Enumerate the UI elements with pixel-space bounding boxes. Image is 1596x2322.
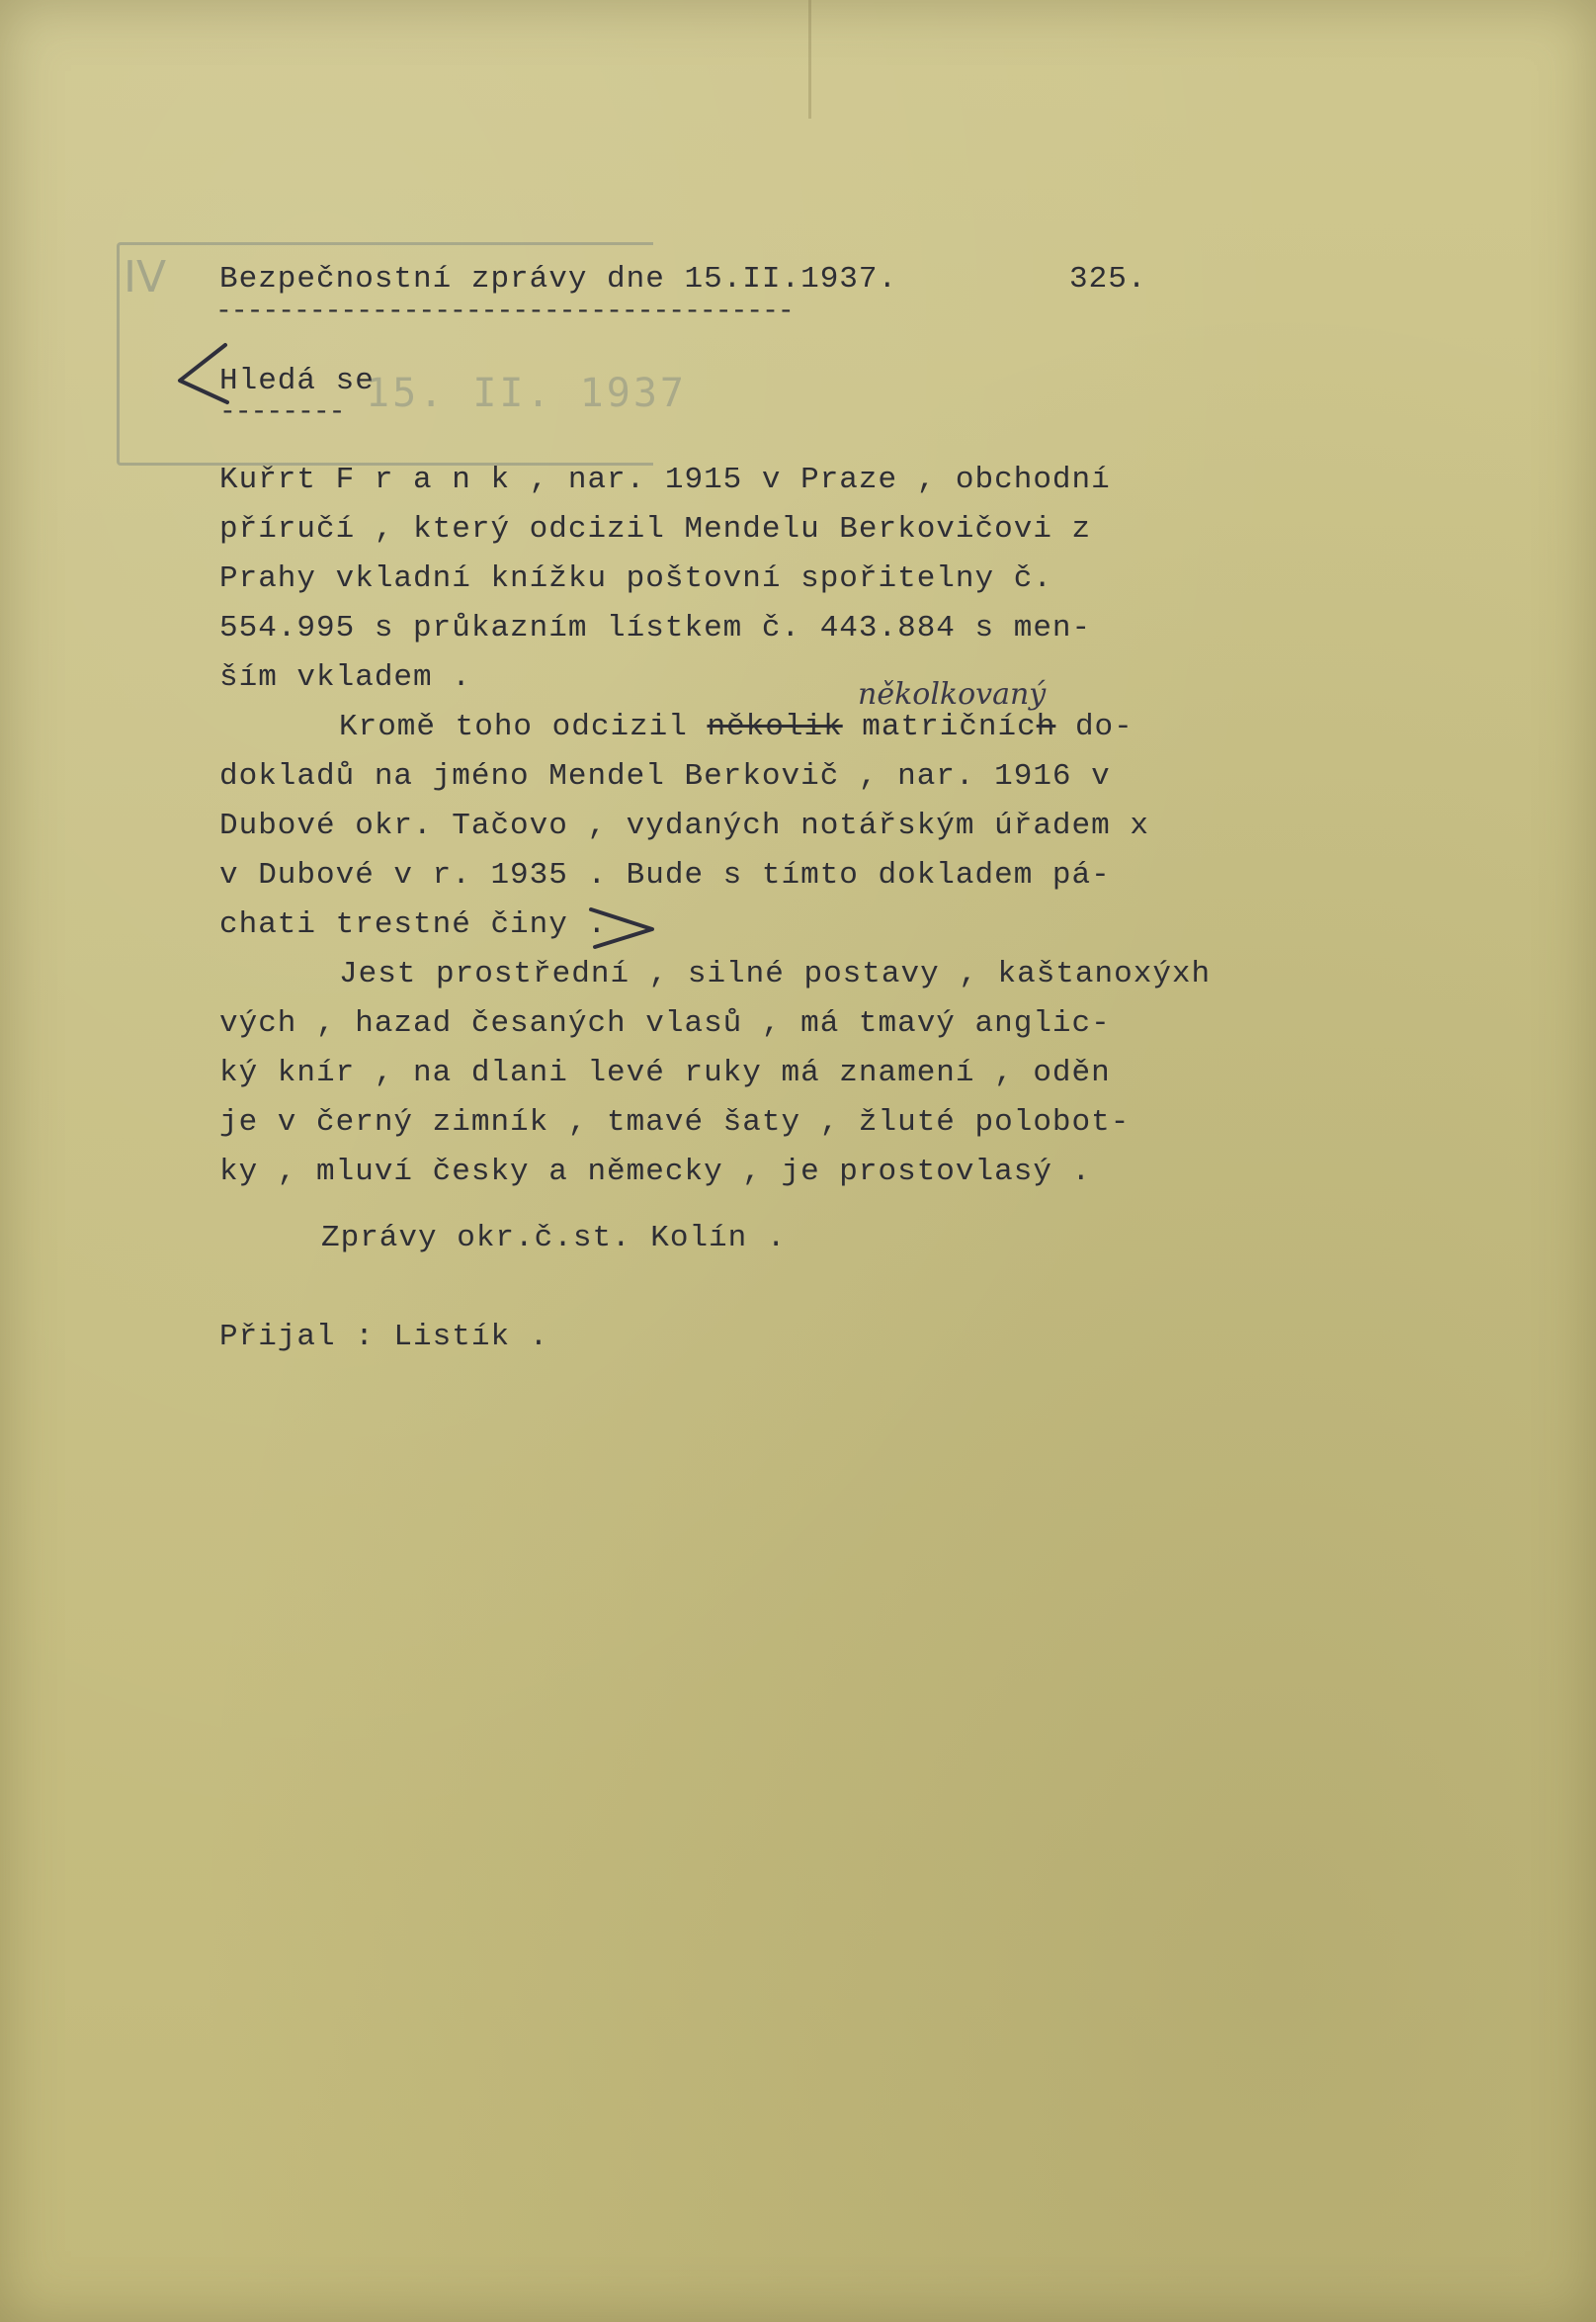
report-source: Zprávy okr.č.st. Kolín . [321,1221,787,1255]
body-line-2: příručí , který odcizil Mendelu Berkovičovi z [219,512,1092,547]
bracket-mark-icon [174,341,229,410]
body-line-14: je v černý zimník , tmavé šaty , žluté polobot- [219,1105,1131,1140]
received-by: Přijal : Listík . [219,1320,549,1354]
paper-fold [808,0,811,119]
body-line-13: ký knír , na dlani levé ruky má znamení , oděn [219,1056,1111,1090]
line6-struck-end: h [1036,710,1056,744]
stamp-letters: IV [124,252,167,302]
stamp-date: 15. II. 1937 [366,371,687,416]
body-line-8: Dubové okr. Tačovo , vydaných notářským úřadem x [219,809,1149,843]
line6-mid: matričníc [842,710,1037,744]
report-title: Bezpečnostní zprávy dne 15.II.1937. [219,262,898,297]
body-line-5: ším vkladem . [219,660,471,695]
body-line-15: ky , mluví česky a německy , je prostovlasý . [219,1155,1092,1189]
body-line-12: vých , hazad česaných vlasů , má tmavý anglic- [219,1006,1111,1041]
body-line-7: dokladů na jméno Mendel Berkovič , nar. 1916 v [219,759,1111,794]
line6-suffix: do- [1055,710,1134,744]
body-line-3: Prahy vkladní knížku poštovní spořitelny č. [219,561,1052,596]
title-underline: ------------------------------------- [215,297,794,327]
section-underline: -------- [219,397,345,428]
arrow-mark-icon [587,903,658,951]
body-line-4: 554.995 s průkazním lístkem č. 443.884 s men- [219,611,1092,645]
line6-struck-word: několik [707,710,843,744]
body-line-10: chati trestné činy . [219,907,608,942]
section-heading: Hledá se [219,364,375,398]
handwritten-insert: několkovaný [858,677,1047,712]
line6-prefix: Kromě toho odcizil [339,710,708,744]
body-line-9: v Dubové v r. 1935 . Bude s tímto dokladem pá- [219,858,1111,893]
body-line-1: Kuřrt F r a n k , nar. 1915 v Praze , obchodní [219,463,1111,497]
body-line-11: Jest prostřední , silné postavy , kaštanoxýxh [339,957,1212,991]
page-number: 325. [1069,262,1147,297]
body-line-6 [339,710,1134,744]
